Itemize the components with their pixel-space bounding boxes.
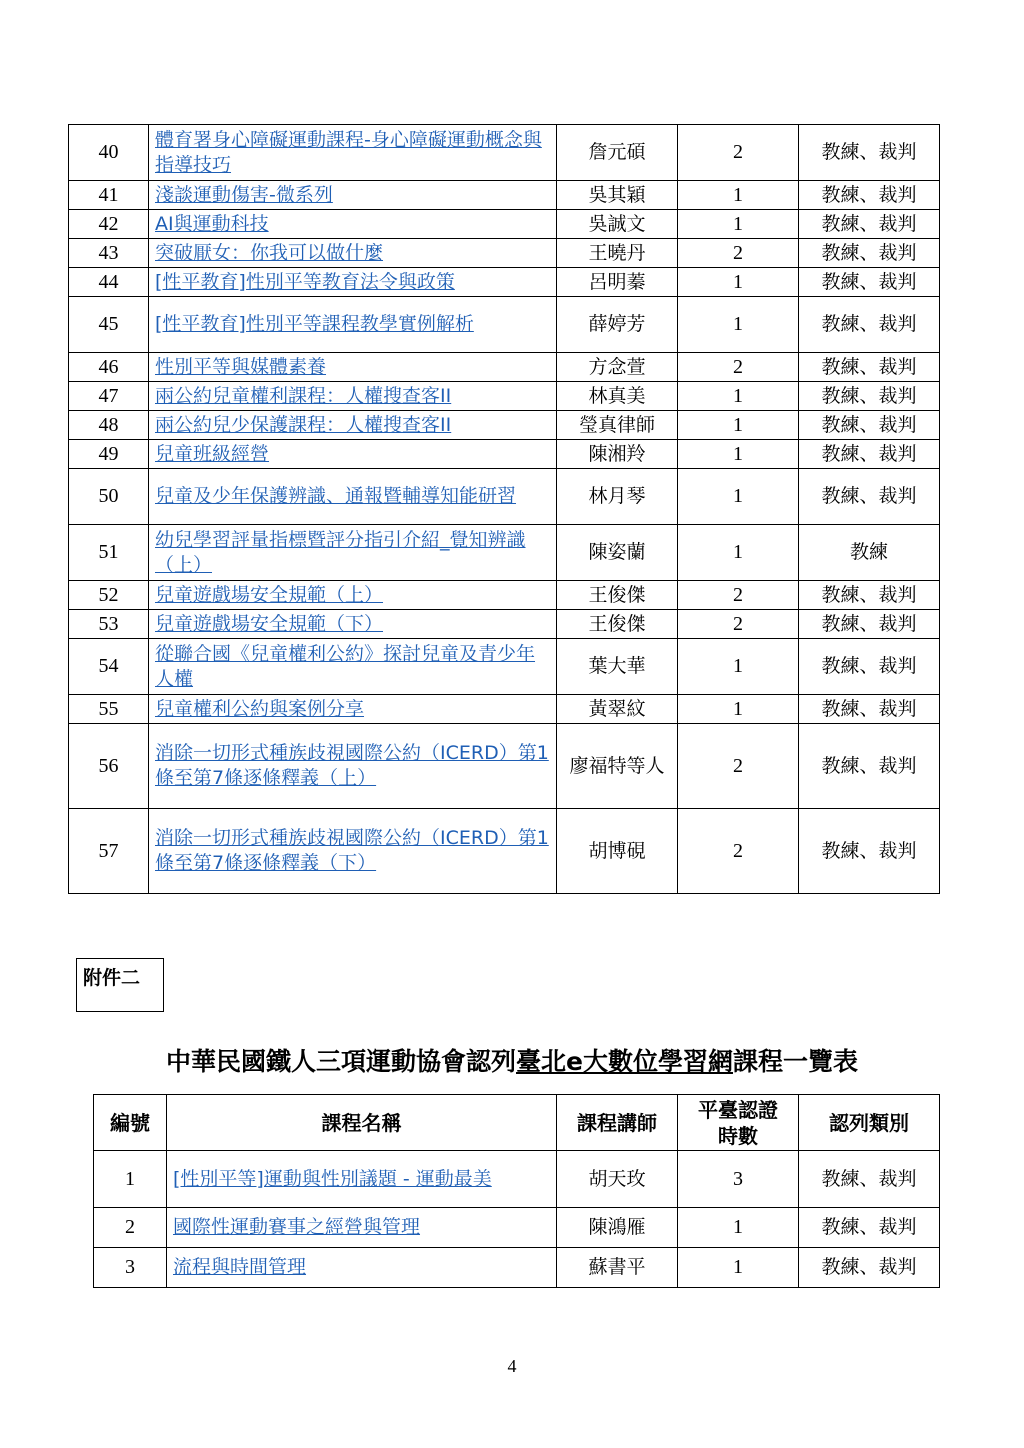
instructor-name: 王曉丹 — [557, 239, 678, 268]
instructor-name: 王俊傑 — [557, 610, 678, 639]
header-category: 認列類別 — [799, 1095, 940, 1151]
table-row — [69, 440, 940, 469]
instructor-name: 瑩真律師 — [557, 411, 678, 440]
row-number: 52 — [69, 581, 149, 610]
table-row — [94, 1208, 940, 1248]
row-number: 41 — [69, 181, 149, 210]
recognition-category: 教練、裁判 — [799, 297, 940, 353]
recognition-category: 教練、裁判 — [799, 1248, 940, 1288]
row-number: 50 — [69, 469, 149, 525]
instructor-name: 吳其穎 — [557, 181, 678, 210]
instructor-name: 詹元碩 — [557, 125, 678, 181]
credit-hours: 1 — [678, 639, 799, 695]
table-row — [69, 353, 940, 382]
course-link[interactable]: AI與運動科技 — [155, 212, 269, 235]
instructor-name: 王俊傑 — [557, 581, 678, 610]
credit-hours: 1 — [678, 411, 799, 440]
credit-hours: 2 — [678, 724, 799, 809]
recognition-category: 教練、裁判 — [799, 1151, 940, 1208]
table-row — [69, 210, 940, 239]
section-title-platform: 臺北e大數位學習網 — [516, 1047, 733, 1076]
course-link[interactable]: 兒童遊戲場安全規範（上） — [155, 583, 384, 606]
row-number: 57 — [69, 809, 149, 894]
recognition-category: 教練、裁判 — [799, 268, 940, 297]
recognition-category: 教練、裁判 — [799, 610, 940, 639]
row-number: 45 — [69, 297, 149, 353]
credit-hours: 2 — [678, 125, 799, 181]
credit-hours: 1 — [678, 440, 799, 469]
table-header-row — [94, 1095, 940, 1151]
credit-hours: 2 — [678, 353, 799, 382]
course-link[interactable]: 兒童班級經營 — [155, 442, 270, 465]
table-row — [69, 125, 940, 181]
recognition-category: 教練、裁判 — [799, 440, 940, 469]
credit-hours: 1 — [678, 382, 799, 411]
page-number: 4 — [507, 1356, 517, 1376]
credit-hours: 1 — [678, 525, 799, 581]
recognition-category: 教練、裁判 — [799, 809, 940, 894]
recognition-category: 教練、裁判 — [799, 382, 940, 411]
row-number: 42 — [69, 210, 149, 239]
table-row — [69, 724, 940, 809]
header-course: 課程名稱 — [167, 1095, 557, 1151]
table-row — [69, 695, 940, 724]
course-link[interactable]: 體育署身心障礙運動課程-身心障礙運動概念與指導技巧 — [155, 128, 542, 176]
course-link[interactable]: 突破厭女：你我可以做什麼 — [155, 241, 384, 264]
header-hours: 平臺認證時數 — [678, 1095, 799, 1151]
instructor-name: 廖福特等人 — [557, 724, 678, 809]
table-row — [94, 1151, 940, 1208]
row-number: 3 — [94, 1248, 167, 1288]
instructor-name: 胡博硯 — [557, 809, 678, 894]
table-row — [69, 382, 940, 411]
recognition-category: 教練、裁判 — [799, 639, 940, 695]
row-number: 2 — [94, 1208, 167, 1248]
instructor-name: 方念萱 — [557, 353, 678, 382]
course-link[interactable]: [性平教育]性別平等課程教學實例解析 — [155, 313, 474, 335]
header-no: 編號 — [94, 1095, 167, 1151]
table-row — [69, 297, 940, 353]
recognition-category: 教練、裁判 — [799, 239, 940, 268]
table-row — [94, 1248, 940, 1288]
row-number: 54 — [69, 639, 149, 695]
credit-hours: 2 — [678, 610, 799, 639]
course-table-continued — [68, 124, 940, 894]
credit-hours: 1 — [678, 469, 799, 525]
course-link[interactable]: [性別平等]運動與性別議題 - 運動最美 — [173, 1167, 492, 1190]
row-number: 51 — [69, 525, 149, 581]
credit-hours: 1 — [678, 181, 799, 210]
row-number: 55 — [69, 695, 149, 724]
recognition-category: 教練、裁判 — [799, 469, 940, 525]
instructor-name: 呂明蓁 — [557, 268, 678, 297]
row-number: 48 — [69, 411, 149, 440]
course-link[interactable]: 性別平等與媒體素養 — [155, 355, 327, 378]
course-link[interactable]: 兩公約兒童權利課程：人權搜查客II — [155, 384, 452, 407]
credit-hours: 1 — [678, 210, 799, 239]
credit-hours: 2 — [678, 239, 799, 268]
instructor-name: 葉大華 — [557, 639, 678, 695]
recognition-category: 教練、裁判 — [799, 581, 940, 610]
recognition-category: 教練、裁判 — [799, 1208, 940, 1248]
row-number: 43 — [69, 239, 149, 268]
recognition-category: 教練、裁判 — [799, 724, 940, 809]
annex-label: 附件二 — [76, 958, 164, 1012]
table-row — [69, 639, 940, 695]
instructor-name: 陳鴻雁 — [557, 1208, 678, 1248]
recognition-category: 教練 — [799, 525, 940, 581]
course-link[interactable]: 兒童及少年保護辨識、通報暨輔導知能研習 — [155, 485, 517, 507]
table-row — [69, 181, 940, 210]
instructor-name: 林月琴 — [557, 469, 678, 525]
credit-hours: 2 — [678, 809, 799, 894]
instructor-name: 陳姿蘭 — [557, 525, 678, 581]
course-link[interactable]: [性平教育]性別平等教育法令與政策 — [155, 270, 455, 293]
row-number: 44 — [69, 268, 149, 297]
row-number: 40 — [69, 125, 149, 181]
credit-hours: 2 — [678, 581, 799, 610]
recognition-category: 教練、裁判 — [799, 125, 940, 181]
section-title-part1: 中華民國鐵人三項運動協會認列 — [166, 1047, 517, 1076]
credit-hours: 1 — [678, 1248, 799, 1288]
row-number: 46 — [69, 353, 149, 382]
table-row — [69, 610, 940, 639]
credit-hours: 3 — [678, 1151, 799, 1208]
recognition-category: 教練、裁判 — [799, 210, 940, 239]
row-number: 56 — [69, 724, 149, 809]
recognition-category: 教練、裁判 — [799, 353, 940, 382]
instructor-name: 胡天玫 — [557, 1151, 678, 1208]
section-title-part3: 課程一覽表 — [732, 1047, 858, 1076]
course-link[interactable]: 淺談運動傷害-微系列 — [155, 183, 333, 206]
section-title — [0, 1045, 1024, 1079]
row-number: 49 — [69, 440, 149, 469]
instructor-name: 黃翠紋 — [557, 695, 678, 724]
row-number: 53 — [69, 610, 149, 639]
table-row — [69, 809, 940, 894]
table-row — [69, 268, 940, 297]
table-row — [69, 469, 940, 525]
instructor-name: 陳湘羚 — [557, 440, 678, 469]
course-list-table — [93, 1094, 940, 1288]
credit-hours: 1 — [678, 695, 799, 724]
credit-hours: 1 — [678, 1208, 799, 1248]
course-link[interactable]: 國際性運動賽事之經營與管理 — [173, 1216, 421, 1238]
course-link[interactable]: 消除一切形式種族歧視國際公約（ICERD）第1條至第7條逐條釋義（下） — [155, 827, 549, 874]
table-row — [69, 239, 940, 268]
recognition-category: 教練、裁判 — [799, 181, 940, 210]
credit-hours: 1 — [678, 268, 799, 297]
course-link[interactable]: 幼兒學習評量指標暨評分指引介紹_覺知辨識（上） — [155, 528, 526, 576]
course-link[interactable]: 從聯合國《兒童權利公約》探討兒童及青少年人權 — [155, 642, 536, 690]
table-row — [69, 411, 940, 440]
table-row — [69, 581, 940, 610]
header-instructor: 課程講師 — [557, 1095, 678, 1151]
instructor-name: 蘇書平 — [557, 1248, 678, 1288]
instructor-name: 薛婷芳 — [557, 297, 678, 353]
recognition-category: 教練、裁判 — [799, 695, 940, 724]
instructor-name: 林真美 — [557, 382, 678, 411]
recognition-category: 教練、裁判 — [799, 411, 940, 440]
course-link[interactable]: 流程與時間管理 — [173, 1256, 307, 1278]
course-link[interactable]: 兒童遊戲場安全規範（下） — [155, 612, 384, 635]
table-row — [69, 525, 940, 581]
course-link[interactable]: 兒童權利公約與案例分享 — [155, 697, 365, 720]
course-link[interactable]: 消除一切形式種族歧視國際公約（ICERD）第1條至第7條逐條釋義（上） — [155, 742, 549, 789]
row-number: 47 — [69, 382, 149, 411]
course-link[interactable]: 兩公約兒少保護課程：人權搜查客II — [155, 413, 452, 436]
credit-hours: 1 — [678, 297, 799, 353]
row-number: 1 — [94, 1151, 167, 1208]
instructor-name: 吳誠文 — [557, 210, 678, 239]
